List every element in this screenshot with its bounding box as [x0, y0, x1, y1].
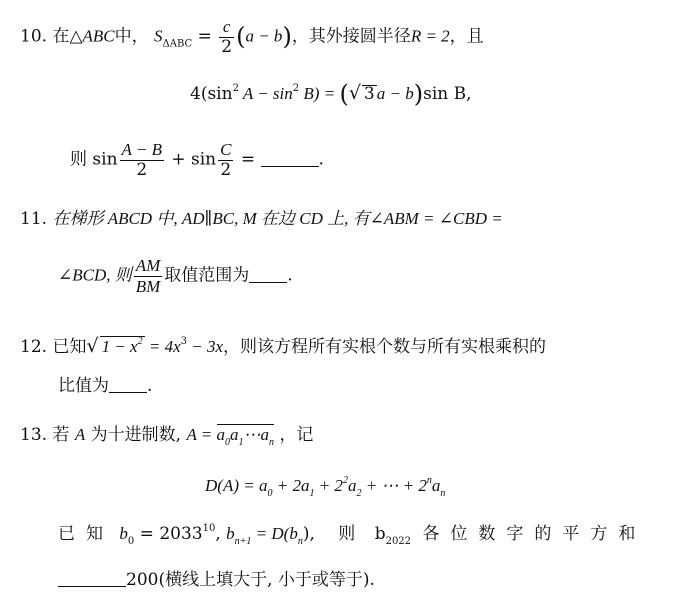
numerator: A − B [121, 140, 162, 159]
subscript: n [440, 488, 446, 499]
text: . [287, 265, 293, 286]
math-var: a [230, 425, 239, 444]
answer-blank[interactable] [109, 392, 147, 393]
text: ，记 [279, 425, 314, 445]
text: 比值为 [58, 376, 109, 396]
subscript: 2022 [385, 536, 412, 547]
problem-13-last [58, 572, 375, 589]
denominator: BM [135, 276, 161, 296]
problem-number: 10. [20, 26, 48, 47]
problem-11-line-2 [58, 256, 293, 296]
math-text: a [431, 476, 441, 495]
numerator: C [220, 140, 232, 159]
math-expr: 1 − x [101, 337, 138, 356]
math-text: D(A) = a [205, 476, 268, 495]
math-text: + sin [165, 149, 217, 170]
math-text: 则 sin [70, 149, 118, 170]
math-text: + ⋯ + 2 [361, 476, 427, 495]
problem-10-line-1 [20, 17, 484, 57]
subscript: 0 [267, 488, 273, 499]
equals: = [192, 26, 218, 47]
sqrt-sign: √ [86, 335, 99, 357]
text: . [147, 376, 153, 396]
superscript: 10 [202, 523, 216, 534]
fraction-am-over-bm [134, 256, 163, 296]
math-expr: − 3x [187, 337, 224, 356]
math-text: A − sin [238, 84, 293, 103]
problem-12-line-1 [20, 336, 546, 356]
text: , [215, 524, 221, 544]
text: 取值范围为 [164, 265, 250, 286]
answer-blank[interactable] [58, 586, 126, 587]
math-text: = 2033 [134, 524, 203, 544]
sqrt-sign: √ [348, 82, 361, 104]
denominator: 2 [136, 159, 148, 180]
math-var: a [216, 425, 226, 444]
superscript: 2 [292, 83, 300, 94]
math-var: a [260, 425, 270, 444]
text: 若 [52, 425, 70, 445]
math-dots: ⋯ [243, 425, 261, 444]
problem-number: 12. [20, 337, 48, 357]
math-text: + 2 [314, 476, 343, 495]
superscript: 2 [137, 336, 143, 347]
fraction-a-minus-b-over-2 [120, 140, 164, 180]
text: 已知 [52, 337, 87, 357]
math-var: b [374, 524, 386, 544]
text: 则 [338, 524, 356, 544]
subscript: n+1 [234, 536, 252, 547]
subscript: 0 [127, 536, 135, 547]
math-expr: A = [186, 425, 217, 444]
text: ，则该方程所有实根个数与所有实根乘积的 [223, 337, 547, 357]
math-text: a [347, 476, 357, 495]
math-var: b [119, 524, 128, 543]
superscript: 2 [342, 475, 348, 486]
fraction-c-over-2 [219, 17, 234, 57]
problem-13-given [58, 524, 646, 547]
math-var: S [154, 26, 163, 46]
paren: ) [413, 80, 424, 108]
equals: = [235, 149, 261, 170]
paren: ( [339, 80, 349, 108]
subscript: n [269, 437, 275, 448]
math-var: b [226, 524, 235, 543]
problem-number: 11. [20, 209, 48, 229]
answer-blank[interactable] [249, 282, 287, 283]
text: 已知 [58, 524, 114, 544]
problem-10-equation [190, 82, 472, 106]
math-text: = D(b [251, 524, 298, 543]
problem-10-question [70, 140, 324, 180]
subscript: 1 [309, 488, 315, 499]
problem-12-line-2 [58, 378, 152, 395]
problem-13-line-1 [20, 424, 313, 448]
text: . [318, 149, 324, 170]
math-expr: a − b [376, 84, 414, 103]
text: 各位数字的平方和 [422, 524, 647, 544]
problem-13-d-definition [205, 476, 445, 499]
math-var: A [74, 425, 86, 444]
math-var: ABC [82, 26, 115, 46]
text: ∠BCD, 则 [58, 265, 132, 285]
sqrt-content: 3 [363, 84, 375, 104]
problem-11-line-1 [20, 210, 503, 228]
text: 中， [114, 26, 149, 47]
superscript: n [426, 475, 432, 486]
text: 在梯形 ABCD 中, AD∥BC, M 在边 CD 上, 有∠ABM = ∠CBD = [52, 209, 503, 228]
sqrt-content [100, 336, 145, 355]
subscript: 0 [225, 437, 231, 448]
math-expr: R = 2 [410, 26, 450, 46]
answer-blank[interactable] [261, 166, 319, 167]
text: ，且 [449, 26, 484, 47]
text: 200(横线上填大于, 小于或等于). [126, 570, 375, 590]
text: 在△ [52, 26, 83, 47]
superscript: 3 [180, 336, 187, 347]
subscript: 2 [356, 488, 362, 499]
subscript: ΔABC [162, 38, 193, 50]
math-expr: = 4x [144, 337, 181, 356]
math-text: B) = [299, 84, 340, 103]
text: ), [302, 524, 315, 544]
numerator: AM [135, 256, 161, 275]
problem-number: 13. [20, 425, 48, 445]
denominator: 2 [221, 36, 233, 57]
paren: ( [236, 22, 246, 51]
math-text: + 2a [272, 476, 310, 495]
fraction-c-over-2 [218, 140, 233, 180]
text: ，其外接圆半径 [291, 26, 411, 47]
subscript: n [297, 536, 303, 547]
subscript: 1 [238, 437, 244, 448]
superscript: 2 [232, 83, 239, 94]
denominator: 2 [220, 159, 232, 180]
math-text: 4(sin [190, 84, 233, 104]
math-expr: a − b [245, 26, 283, 46]
text: 为十进制数, [90, 425, 182, 445]
math-text: sin B, [423, 84, 472, 104]
overline-digits [217, 424, 275, 448]
paren: ) [282, 22, 292, 51]
numerator: c [219, 17, 234, 38]
